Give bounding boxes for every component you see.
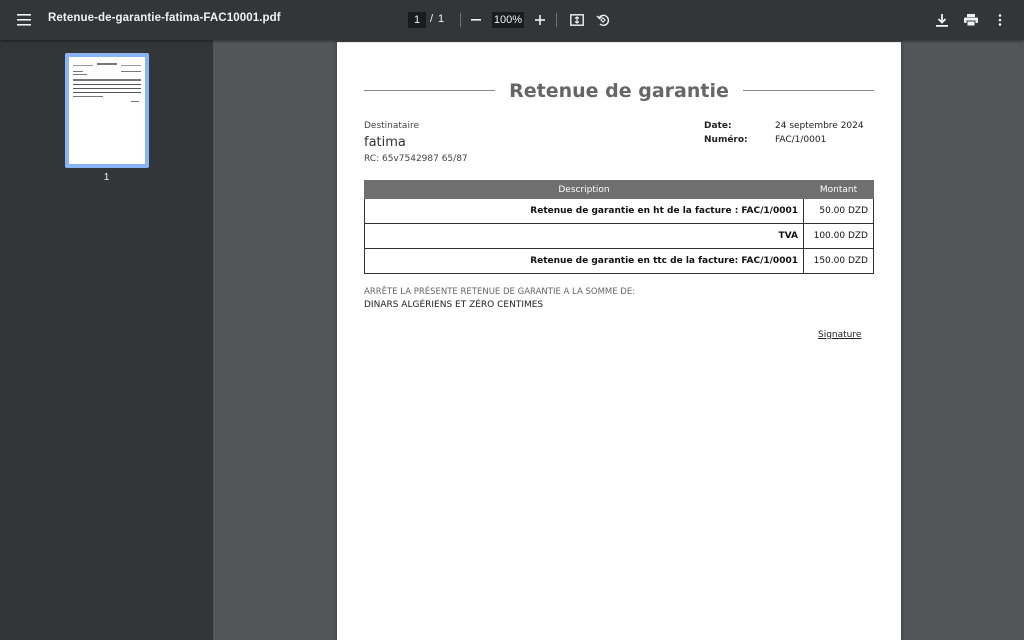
pdf-page: [337, 42, 901, 640]
thumb-text: [131, 101, 139, 102]
row-description: TVA: [365, 224, 804, 249]
thumb-text: [121, 71, 141, 72]
page-separator: /: [430, 13, 434, 25]
thumb-table-line: [73, 88, 141, 89]
zoom-input[interactable]: 100%: [493, 14, 523, 26]
table-row: [365, 199, 874, 224]
current-page-input[interactable]: 1: [408, 12, 426, 28]
table-row: [365, 249, 874, 274]
page-thumbnail[interactable]: [65, 53, 149, 168]
minus-icon[interactable]: [462, 6, 490, 34]
number-label: Numéro:: [704, 135, 748, 145]
thumb-table-line: [73, 92, 141, 93]
date-label: Date:: [704, 121, 732, 131]
thumb-text: [73, 96, 103, 97]
toolbar-divider: [556, 13, 557, 27]
date-value: 24 septembre 2024: [775, 121, 864, 131]
total-pages: 1: [438, 13, 445, 25]
thumb-line: [73, 65, 93, 66]
row-description: Retenue de garantie en ht de la facture : FAC/1/0001: [365, 199, 804, 224]
items-table: [364, 180, 874, 274]
description-header: Description: [365, 181, 804, 199]
plus-icon[interactable]: [526, 6, 554, 34]
rotate-icon[interactable]: [589, 6, 617, 34]
more-vert-icon[interactable]: [986, 6, 1014, 34]
menu-icon[interactable]: [10, 6, 38, 34]
document-title: Retenue-de-garantie-fatima-FAC10001.pdf: [48, 12, 281, 24]
table-header-row: [365, 181, 874, 199]
thumbnail-page-number: 1: [103, 172, 110, 183]
toolbar-divider: [460, 13, 461, 27]
recipient-rc: RC: 65v7542987 65/87: [364, 154, 468, 164]
amount-header: Montant: [804, 181, 874, 199]
amount-in-words: DINARS ALGÉRIENS ET ZÉRO CENTIMES: [364, 300, 544, 310]
print-icon[interactable]: [957, 6, 985, 34]
table-row: [365, 224, 874, 249]
arrete-text: ARRÊTE LA PRÉSENTE RETENUE DE GARANTIE A LA SOMME DE:: [364, 287, 636, 297]
row-amount: 100.00 DZD: [804, 224, 874, 249]
doc-title: Retenue de garantie: [495, 80, 743, 102]
thumb-line: [121, 65, 141, 66]
thumb-text: [73, 71, 83, 72]
row-amount: 150.00 DZD: [804, 249, 874, 274]
signature-label: Signature: [818, 330, 862, 340]
thumbnail-sidebar: [0, 40, 213, 640]
thumb-title: [97, 63, 117, 65]
pdf-toolbar: [0, 0, 1024, 40]
recipient-label: Destinataire: [364, 121, 419, 131]
thumb-table-line: [73, 84, 141, 85]
thumb-text: [73, 74, 87, 75]
number-value: FAC/1/0001: [775, 135, 827, 145]
download-icon[interactable]: [928, 6, 956, 34]
recipient-name: fatima: [364, 135, 406, 150]
row-amount: 50.00 DZD: [804, 199, 874, 224]
doc-title-block: [364, 80, 874, 100]
row-description: Retenue de garantie en ttc de la facture: FAC/1/0001: [365, 249, 804, 274]
fit-page-icon[interactable]: [563, 6, 591, 34]
thumb-table-header: [73, 79, 141, 81]
